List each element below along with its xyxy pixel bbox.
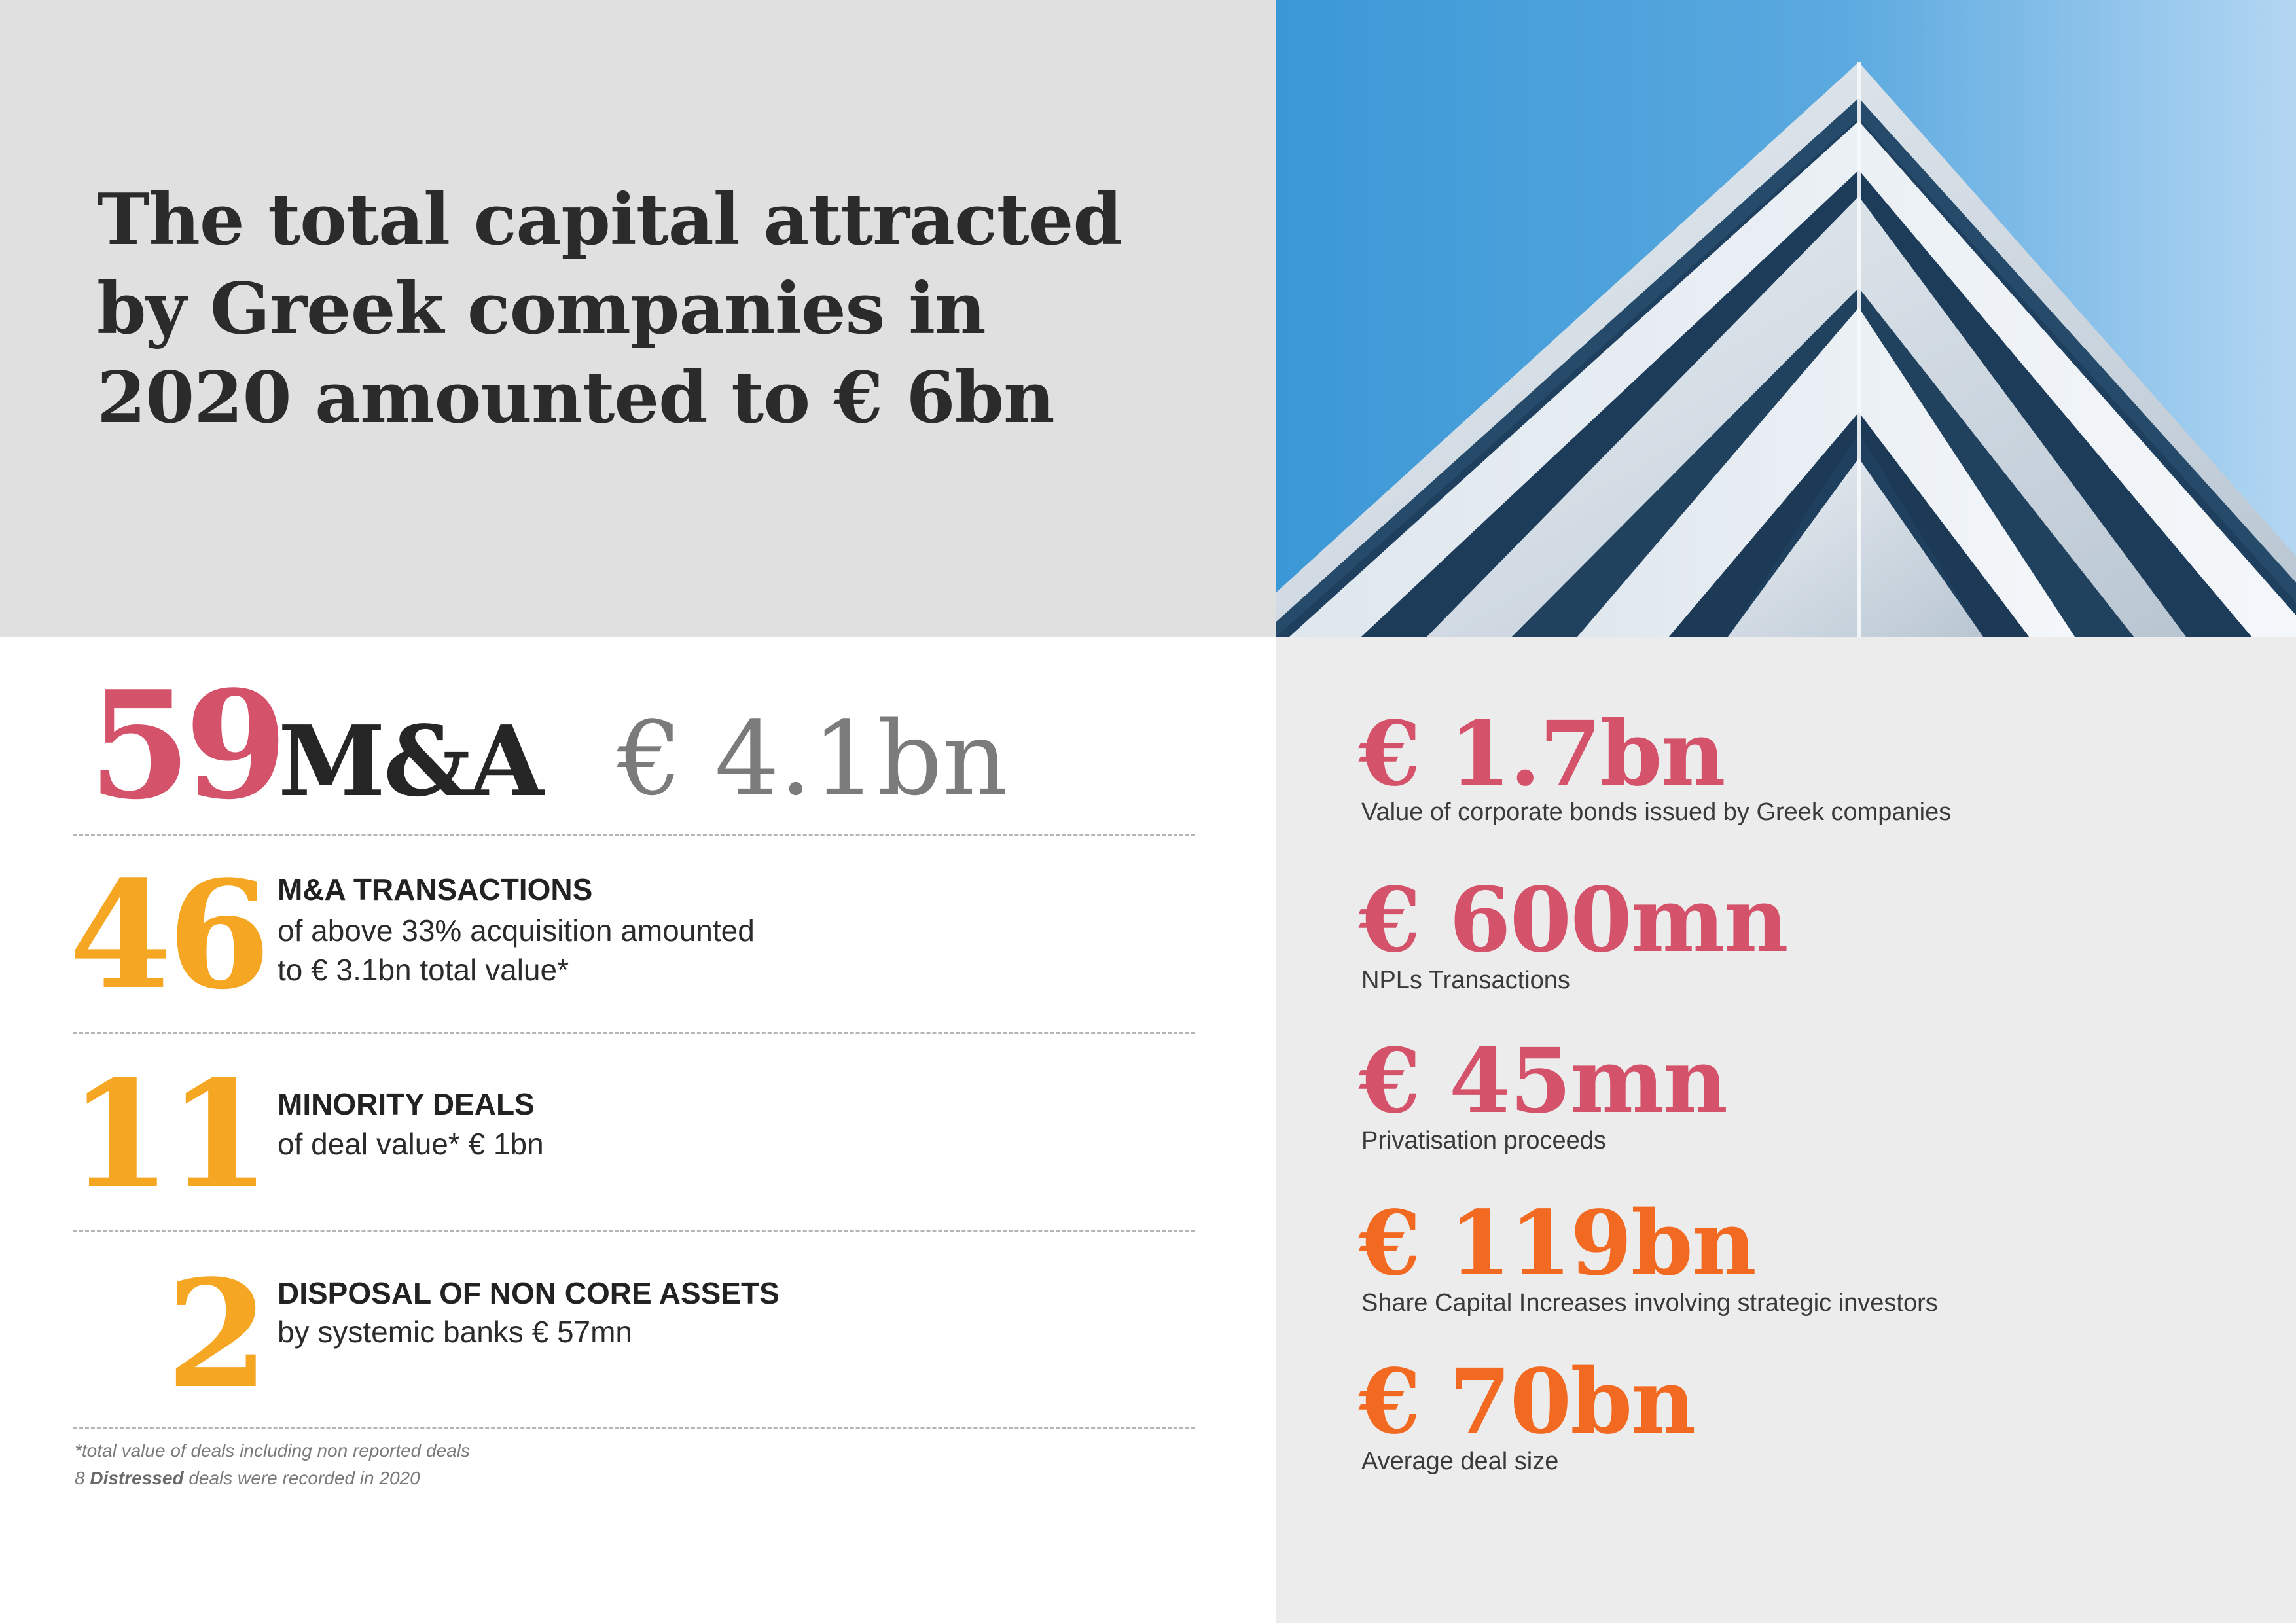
page-title (97, 175, 1144, 442)
stat-value-privatisation: € 45mn (1359, 1029, 1727, 1133)
deal-description: of above 33% acquisition amounted (278, 914, 755, 948)
divider (73, 1230, 1195, 1232)
stat-caption: Privatisation proceeds (1361, 1127, 1606, 1154)
divider (73, 1032, 1195, 1034)
ma-label: M&A (278, 704, 543, 818)
deal-description: by systemic banks € 57mn (278, 1315, 633, 1349)
deal-number: 2 (166, 1248, 265, 1421)
stat-value-average-deal: € 70bn (1359, 1349, 1695, 1454)
deal-description: to € 3.1bn total value* (278, 953, 569, 987)
footnote-emphasis: Distressed (90, 1468, 184, 1488)
stat-caption: Average deal size (1361, 1448, 1559, 1475)
deal-number: 46 (69, 849, 267, 1022)
deal-title: M&A TRANSACTIONS (278, 872, 593, 906)
ma-count: 59 (88, 659, 281, 832)
stat-caption: NPLs Transactions (1361, 967, 1570, 994)
stat-value-corporate-bonds: € 1.7bn (1359, 702, 1725, 806)
building-photo (1276, 0, 2296, 637)
stat-caption: Value of corporate bonds issued by Greek companies (1361, 798, 1952, 826)
footnote-text: deals were recorded in 2020 (183, 1468, 420, 1488)
ma-total-value: € 4.1bn (617, 699, 1009, 818)
deal-title: DISPOSAL OF NON CORE ASSETS (278, 1276, 780, 1310)
stat-value-npl: € 600mn (1359, 868, 1787, 972)
title-line: 2020 amounted to € 6bn (97, 357, 1054, 439)
footnote-line (75, 1465, 470, 1492)
title-line: by Greek companies in (97, 268, 986, 350)
deal-title: MINORITY DEALS (278, 1087, 535, 1121)
divider (73, 1427, 1195, 1429)
title-line: The total capital attracted (97, 179, 1122, 261)
stat-value-share-capital: € 119bn (1359, 1191, 1755, 1296)
footnote-text: 8 (75, 1468, 90, 1488)
footnote-line: *total value of deals including non reported deals (75, 1440, 470, 1461)
divider (73, 834, 1195, 836)
deal-description: of deal value* € 1bn (278, 1127, 544, 1161)
deal-number: 11 (69, 1048, 267, 1222)
footnotes (75, 1437, 470, 1492)
stat-caption: Share Capital Increases involving strategic investors (1361, 1289, 1938, 1317)
